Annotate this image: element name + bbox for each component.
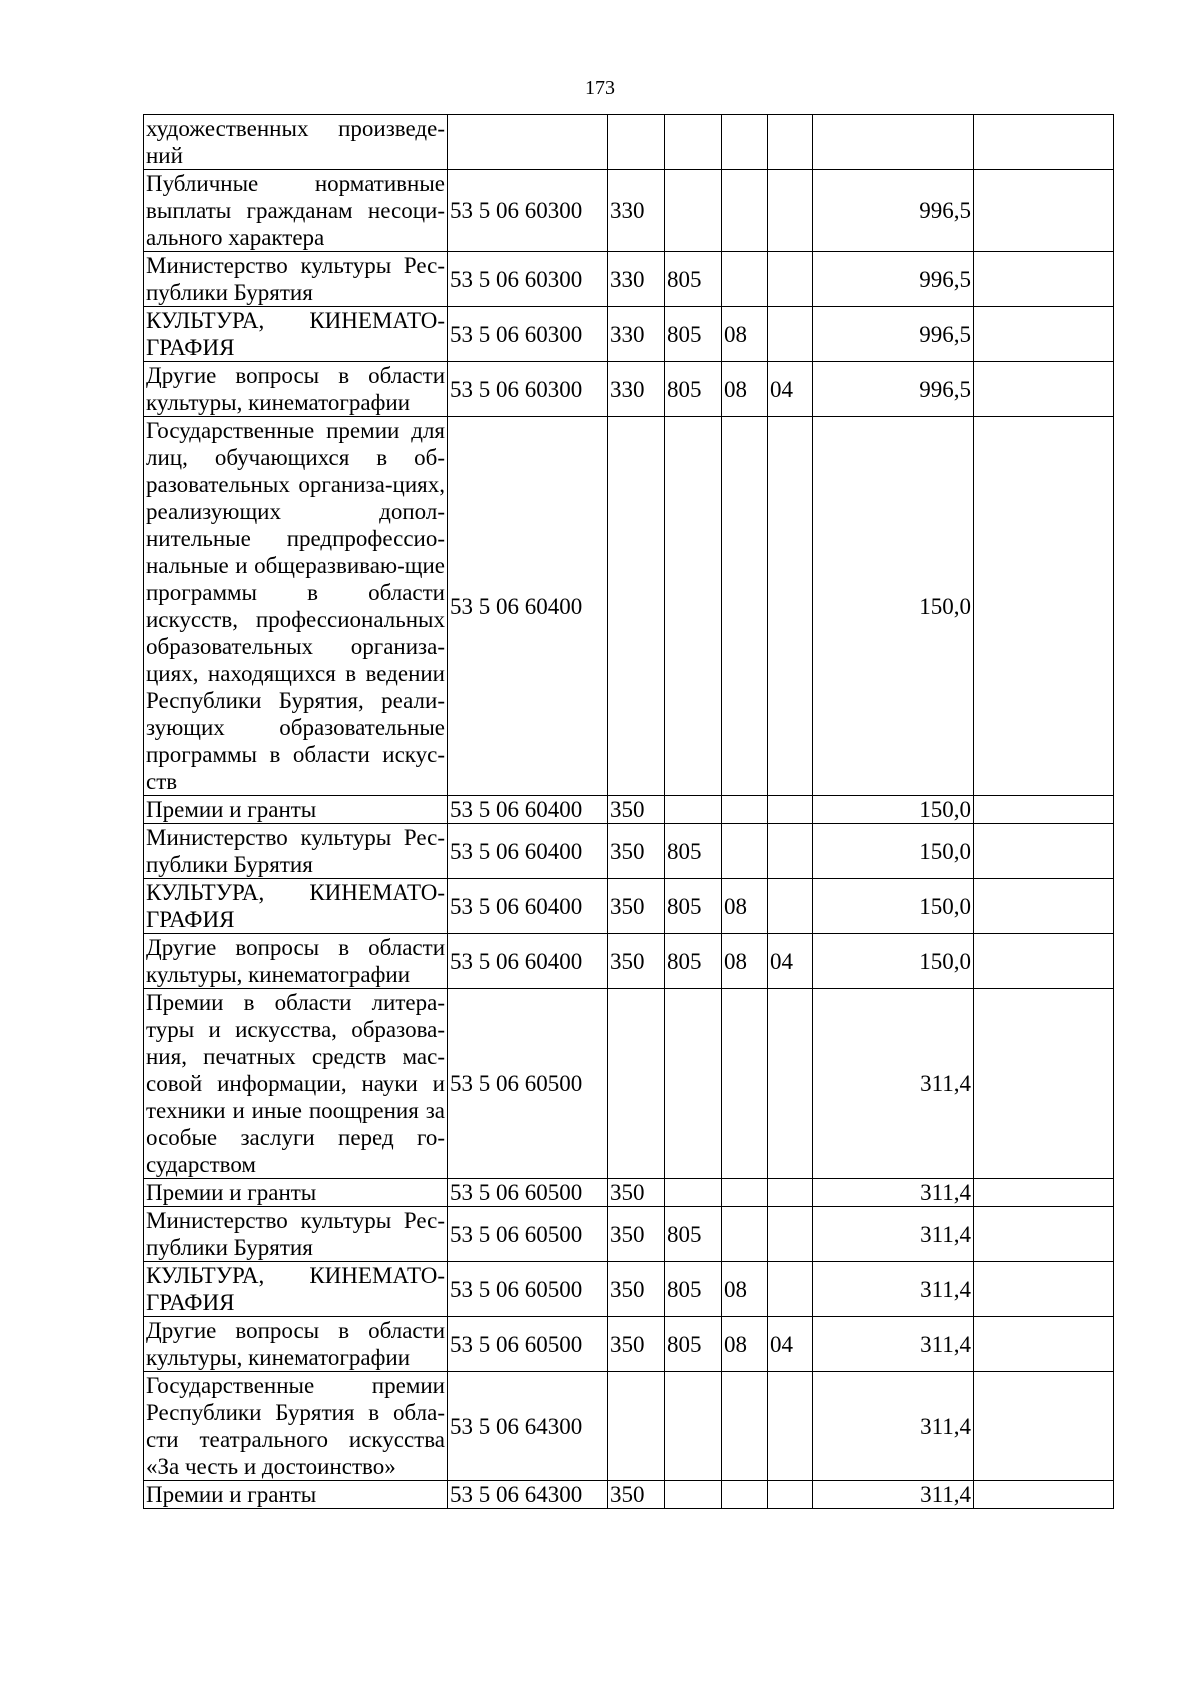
row-name: художественных произведе-ний [144, 115, 448, 170]
table-row [144, 879, 1114, 934]
row-ministry-code: 805 [665, 1317, 722, 1372]
row-amount: 996,5 [813, 307, 974, 362]
row-subsection: 04 [768, 934, 813, 989]
row-code: 53 5 06 60500 [448, 989, 608, 1179]
table-row [144, 989, 1114, 1179]
row-ministry-code: 805 [665, 362, 722, 417]
row-expense-type [608, 417, 665, 796]
row-subsection [768, 417, 813, 796]
row-expense-type: 330 [608, 307, 665, 362]
row-amount: 996,5 [813, 170, 974, 252]
row-ministry-code [665, 989, 722, 1179]
row-ministry-code: 805 [665, 1207, 722, 1262]
row-amount: 996,5 [813, 362, 974, 417]
row-expense-type: 350 [608, 1207, 665, 1262]
row-name: Премии и гранты [144, 796, 448, 824]
row-code: 53 5 06 60500 [448, 1179, 608, 1207]
row-ministry-code [665, 1372, 722, 1481]
row-expense-type: 350 [608, 1262, 665, 1317]
row-expense-type: 350 [608, 879, 665, 934]
row-name: КУЛЬТУРА, КИНЕМАТО-ГРАФИЯ [144, 1262, 448, 1317]
row-name: Премии и гранты [144, 1481, 448, 1509]
row-subsection [768, 170, 813, 252]
row-subsection [768, 307, 813, 362]
row-expense-type: 330 [608, 252, 665, 307]
row-subsection [768, 252, 813, 307]
row-section [722, 417, 768, 796]
row-expense-type [608, 1372, 665, 1481]
row-code: 53 5 06 60500 [448, 1317, 608, 1372]
row-subsection: 04 [768, 1317, 813, 1372]
row-extra-cell [974, 1372, 1114, 1481]
table-row [144, 362, 1114, 417]
table-row [144, 170, 1114, 252]
table-body [144, 115, 1114, 1509]
row-subsection [768, 824, 813, 879]
row-section [722, 989, 768, 1179]
row-ministry-code: 805 [665, 252, 722, 307]
row-extra-cell [974, 1317, 1114, 1372]
row-name: Премии и гранты [144, 1179, 448, 1207]
row-extra-cell [974, 879, 1114, 934]
row-amount: 311,4 [813, 1317, 974, 1372]
row-section: 08 [722, 362, 768, 417]
row-subsection [768, 115, 813, 170]
row-code: 53 5 06 60400 [448, 879, 608, 934]
row-expense-type [608, 989, 665, 1179]
row-name: Министерство культуры Рес-публики Бурятия [144, 824, 448, 879]
row-section: 08 [722, 879, 768, 934]
row-ministry-code [665, 1179, 722, 1207]
row-expense-type: 350 [608, 796, 665, 824]
row-subsection [768, 1179, 813, 1207]
row-code: 53 5 06 60300 [448, 170, 608, 252]
row-ministry-code [665, 170, 722, 252]
table-row [144, 1481, 1114, 1509]
row-extra-cell [974, 1179, 1114, 1207]
row-amount: 311,4 [813, 1372, 974, 1481]
row-amount: 150,0 [813, 934, 974, 989]
row-extra-cell [974, 796, 1114, 824]
row-name: Другие вопросы в области культуры, кинематографии [144, 934, 448, 989]
table-row [144, 1372, 1114, 1481]
row-section [722, 1179, 768, 1207]
row-subsection [768, 879, 813, 934]
row-name: Другие вопросы в области культуры, кинематографии [144, 1317, 448, 1372]
row-code: 53 5 06 60400 [448, 417, 608, 796]
row-subsection: 04 [768, 362, 813, 417]
row-name: Министерство культуры Рес-публики Бурятия [144, 252, 448, 307]
row-name: Министерство культуры Рес-публики Бурятия [144, 1207, 448, 1262]
row-amount: 311,4 [813, 989, 974, 1179]
row-extra-cell [974, 824, 1114, 879]
table-row [144, 1262, 1114, 1317]
table-row [144, 115, 1114, 170]
row-amount: 311,4 [813, 1179, 974, 1207]
row-code: 53 5 06 60400 [448, 824, 608, 879]
row-ministry-code: 805 [665, 1262, 722, 1317]
row-section: 08 [722, 307, 768, 362]
row-subsection [768, 1372, 813, 1481]
row-amount: 150,0 [813, 796, 974, 824]
row-section [722, 170, 768, 252]
row-code: 53 5 06 60300 [448, 362, 608, 417]
row-name: Премии в области литера-туры и искусства, образова-ния, печатных средств мас-совой информации, науки и техники и иные поощрения за особые заслуги перед го-сударством [144, 989, 448, 1179]
row-ministry-code: 805 [665, 934, 722, 989]
row-name: Государственные премии Республики Бурятия в обла-сти театрального искусства «За честь и достоинство» [144, 1372, 448, 1481]
row-code: 53 5 06 60400 [448, 796, 608, 824]
row-subsection [768, 796, 813, 824]
row-name: Публичные нормативные выплаты гражданам несоци-ального характера [144, 170, 448, 252]
row-extra-cell [974, 989, 1114, 1179]
row-section [722, 252, 768, 307]
table-row [144, 934, 1114, 989]
row-section: 08 [722, 934, 768, 989]
table-row [144, 1317, 1114, 1372]
row-amount: 996,5 [813, 252, 974, 307]
table-row [144, 1179, 1114, 1207]
row-code: 53 5 06 60300 [448, 307, 608, 362]
row-amount [813, 115, 974, 170]
row-expense-type: 350 [608, 1179, 665, 1207]
row-section [722, 115, 768, 170]
row-amount: 150,0 [813, 879, 974, 934]
row-extra-cell [974, 1481, 1114, 1509]
row-amount: 311,4 [813, 1262, 974, 1317]
row-expense-type: 330 [608, 362, 665, 417]
table-row [144, 252, 1114, 307]
row-expense-type: 350 [608, 934, 665, 989]
row-name: Другие вопросы в области культуры, кинематографии [144, 362, 448, 417]
row-code: 53 5 06 60500 [448, 1207, 608, 1262]
page-number: 173 [585, 77, 615, 99]
row-code: 53 5 06 60500 [448, 1262, 608, 1317]
row-amount: 311,4 [813, 1207, 974, 1262]
row-ministry-code: 805 [665, 824, 722, 879]
table-row [144, 824, 1114, 879]
row-amount: 150,0 [813, 417, 974, 796]
row-extra-cell [974, 115, 1114, 170]
row-expense-type: 350 [608, 1317, 665, 1372]
row-ministry-code [665, 417, 722, 796]
row-extra-cell [974, 934, 1114, 989]
row-code: 53 5 06 64300 [448, 1372, 608, 1481]
row-extra-cell [974, 170, 1114, 252]
row-extra-cell [974, 1262, 1114, 1317]
row-extra-cell [974, 1207, 1114, 1262]
row-extra-cell [974, 307, 1114, 362]
row-section [722, 824, 768, 879]
row-expense-type: 350 [608, 824, 665, 879]
row-name: Государственные премии для лиц, обучающихся в об-разовательных организа-циях, реализующих допол-нительные предпрофессио-нальные и общеразвиваю-щие программы в области искусств, профессиональных образовательных организа-циях, находящихся в ведении Республики Бурятия, реали-зующих образовательные программы в области искус-ств [144, 417, 448, 796]
row-code: 53 5 06 60300 [448, 252, 608, 307]
row-subsection [768, 1481, 813, 1509]
table-row [144, 796, 1114, 824]
row-expense-type: 330 [608, 170, 665, 252]
row-code [448, 115, 608, 170]
row-section [722, 1207, 768, 1262]
row-name: КУЛЬТУРА, КИНЕМАТО-ГРАФИЯ [144, 879, 448, 934]
row-code: 53 5 06 60400 [448, 934, 608, 989]
table-row [144, 1207, 1114, 1262]
row-section [722, 796, 768, 824]
row-name: КУЛЬТУРА, КИНЕМАТО-ГРАФИЯ [144, 307, 448, 362]
row-expense-type [608, 115, 665, 170]
row-extra-cell [974, 417, 1114, 796]
row-section [722, 1372, 768, 1481]
row-subsection [768, 1262, 813, 1317]
row-expense-type: 350 [608, 1481, 665, 1509]
row-code: 53 5 06 64300 [448, 1481, 608, 1509]
row-amount: 150,0 [813, 824, 974, 879]
row-extra-cell [974, 362, 1114, 417]
row-extra-cell [974, 252, 1114, 307]
row-amount: 311,4 [813, 1481, 974, 1509]
row-ministry-code: 805 [665, 879, 722, 934]
table-row [144, 417, 1114, 796]
row-subsection [768, 1207, 813, 1262]
row-ministry-code: 805 [665, 307, 722, 362]
table-row [144, 307, 1114, 362]
row-ministry-code [665, 115, 722, 170]
row-subsection [768, 989, 813, 1179]
row-section: 08 [722, 1262, 768, 1317]
row-section: 08 [722, 1317, 768, 1372]
budget-table [143, 114, 1114, 1509]
row-section [722, 1481, 768, 1509]
row-ministry-code [665, 796, 722, 824]
row-ministry-code [665, 1481, 722, 1509]
